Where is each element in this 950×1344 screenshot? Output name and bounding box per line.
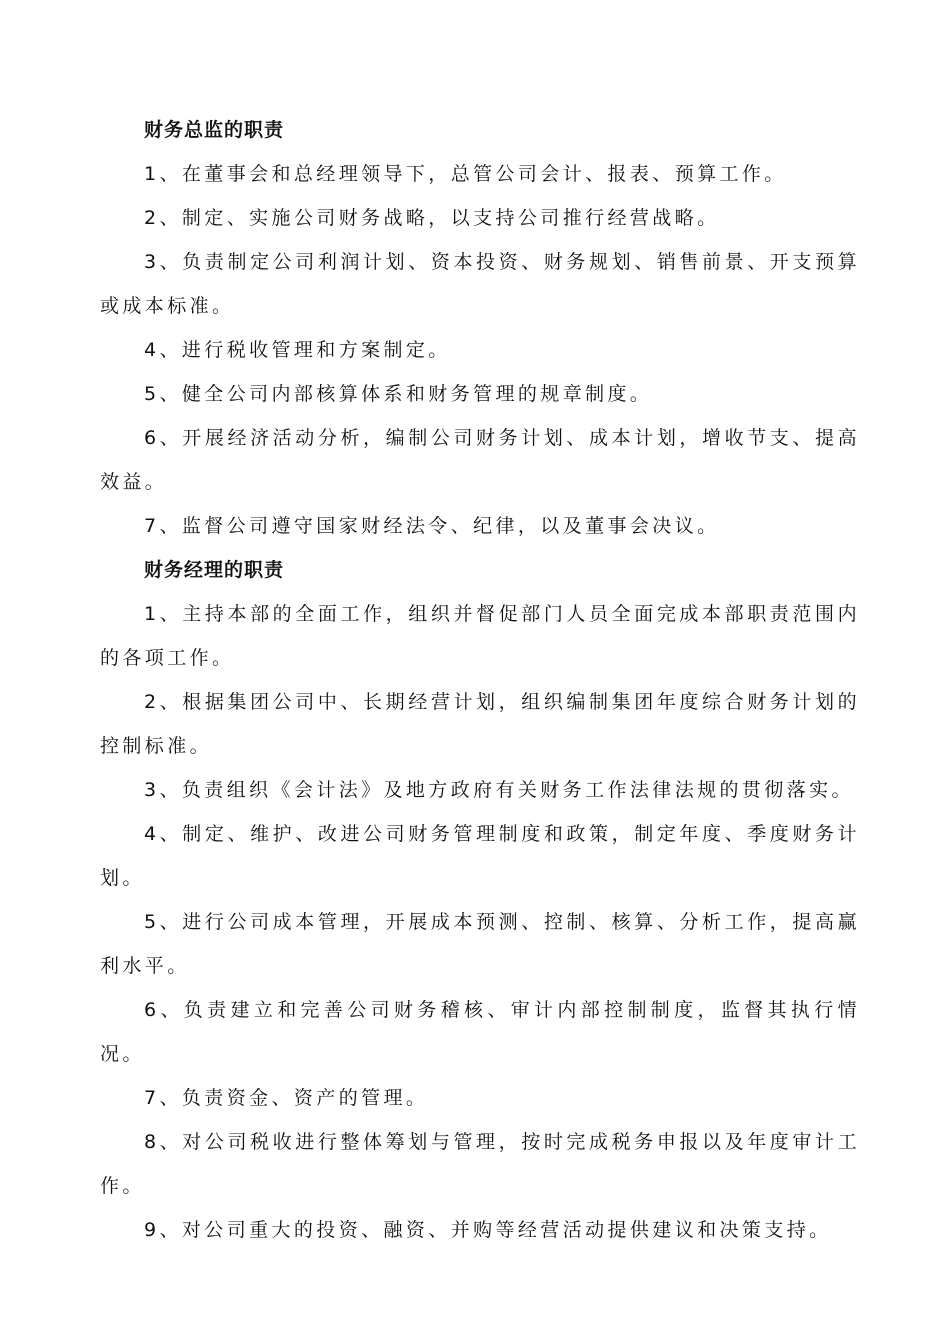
manager-duty-9: 9、对公司重大的投资、融资、并购等经营活动提供建议和决策支持。 (144, 1219, 832, 1241)
cfo-duty-6: 6、开展经济活动分析，编制公司财务计划、成本计划，增收节支、提高效益。 (100, 427, 860, 493)
manager-duty-3: 3、负责组织《会计法》及地方政府有关财务工作法律法规的贯彻落实。 (144, 779, 854, 801)
manager-duty-5: 5、进行公司成本管理，开展成本预测、控制、核算、分析工作，提高赢利水平。 (100, 911, 860, 977)
cfo-duty-5: 5、健全公司内部核算体系和财务管理的规章制度。 (144, 383, 653, 405)
manager-duty-4: 4、制定、维护、改进公司财务管理制度和政策，制定年度、季度财务计划。 (100, 823, 860, 889)
cfo-duty-1: 1、在董事会和总经理领导下，总管公司会计、报表、预算工作。 (144, 163, 787, 185)
manager-duty-7: 7、负责资金、资产的管理。 (144, 1087, 429, 1109)
section-title-cfo: 财务总监的职责 (144, 119, 285, 141)
section-title-finance-manager: 财务经理的职责 (144, 559, 285, 581)
manager-duty-2: 2、根据集团公司中、长期经营计划，组织编制集团年度综合财务计划的控制标准。 (100, 691, 860, 757)
cfo-duty-2: 2、制定、实施公司财务战略，以支持公司推行经营战略。 (144, 207, 720, 229)
manager-duty-1: 1、主持本部的全面工作，组织并督促部门人员全面完成本部职责范围内的各项工作。 (100, 603, 860, 669)
cfo-duty-4: 4、进行税收管理和方案制定。 (144, 339, 451, 361)
document-body (100, 108, 860, 1252)
cfo-duty-7: 7、监督公司遵守国家财经法令、纪律，以及董事会决议。 (144, 515, 720, 537)
manager-duty-6: 6、负责建立和完善公司财务稽核、审计内部控制制度，监督其执行情况。 (100, 999, 860, 1065)
manager-duty-8: 8、对公司税收进行整体筹划与管理，按时完成税务申报以及年度审计工作。 (100, 1131, 860, 1197)
cfo-duty-3: 3、负责制定公司利润计划、资本投资、财务规划、销售前景、开支预算或成本标准。 (100, 251, 860, 317)
